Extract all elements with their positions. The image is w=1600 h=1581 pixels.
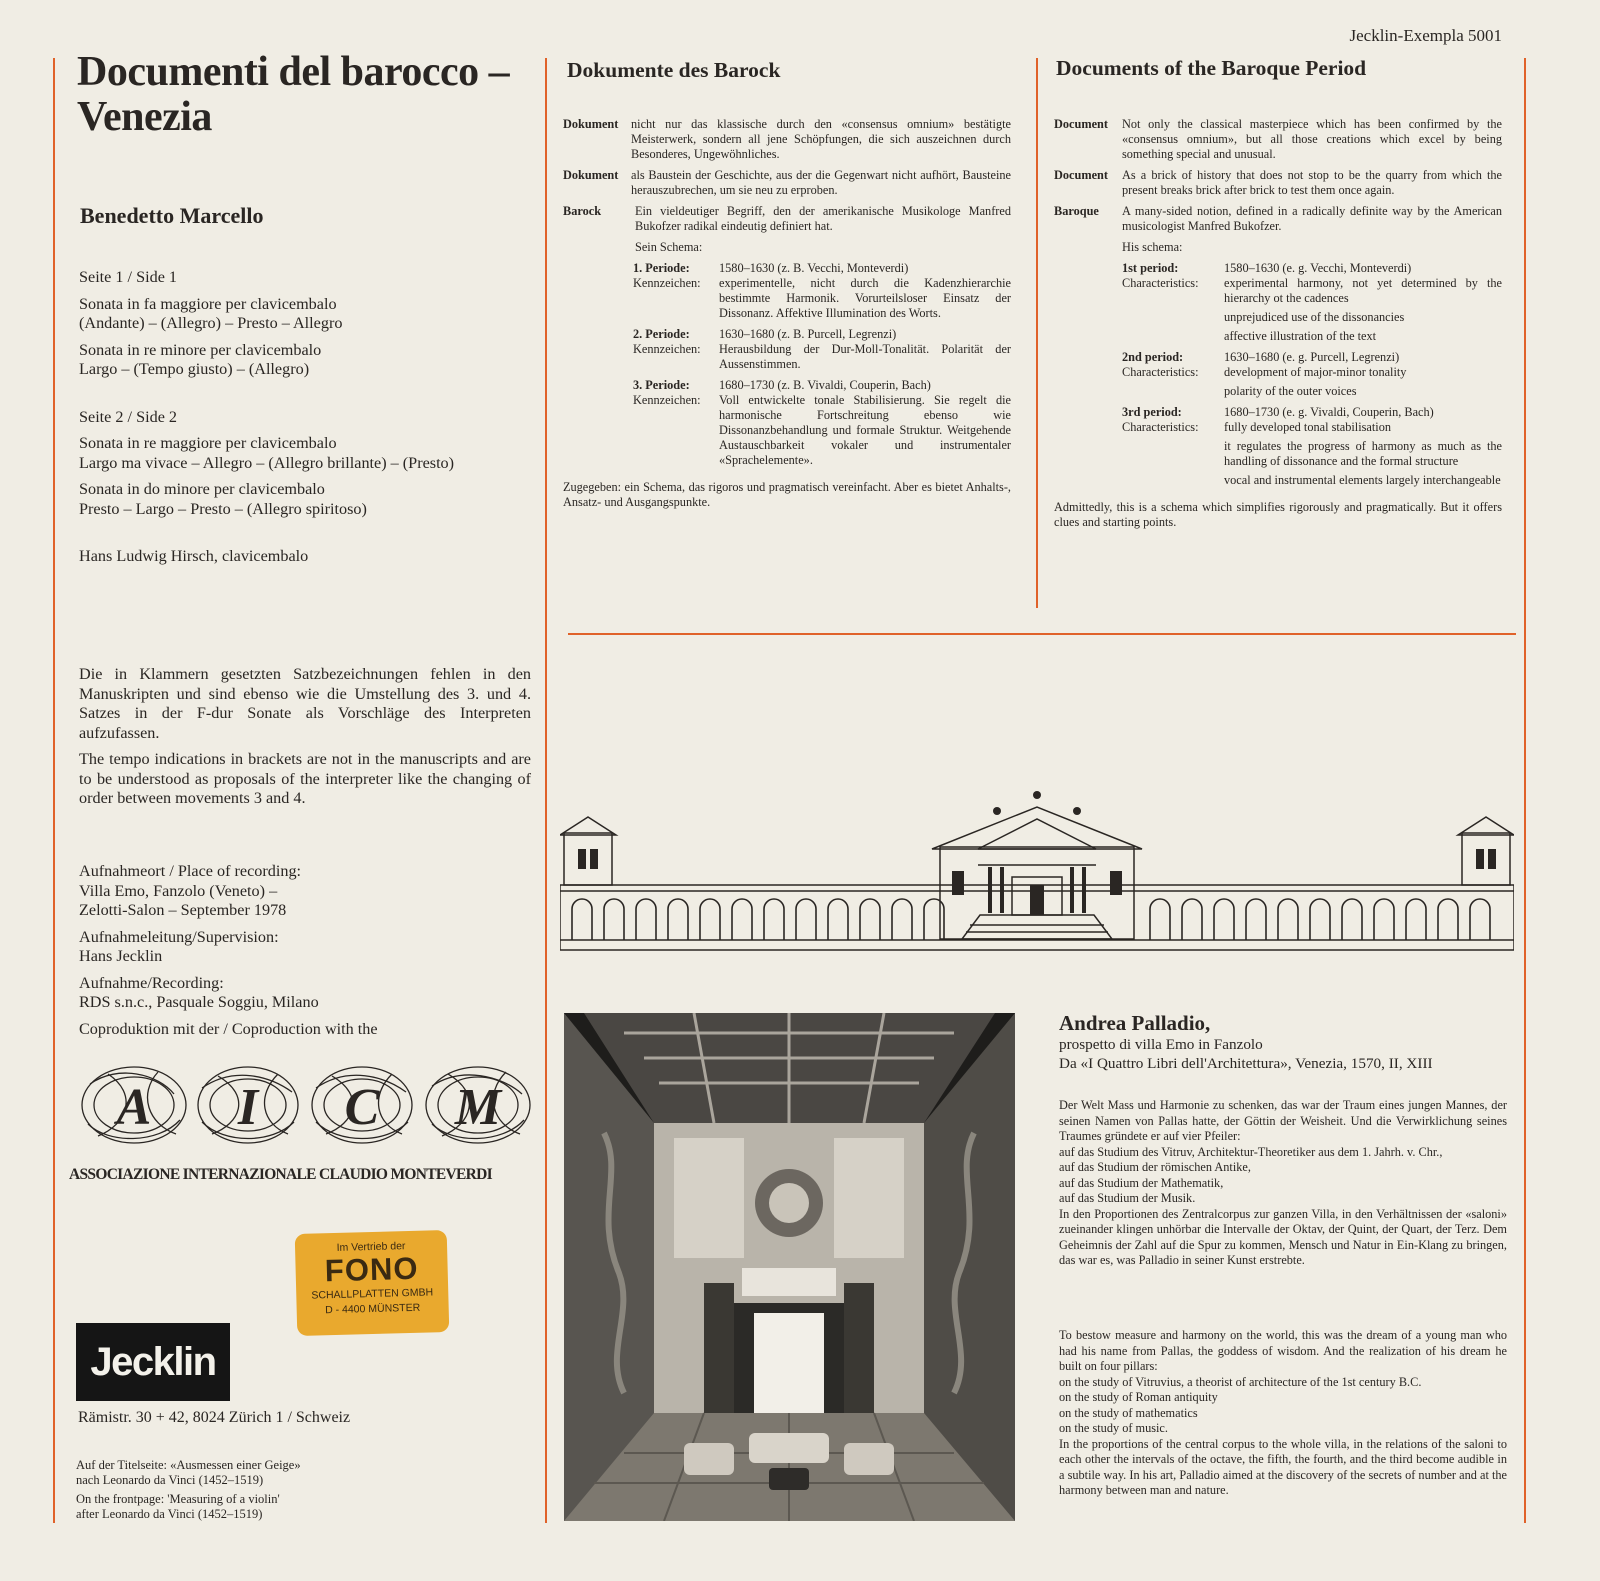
middle-column-rule: [545, 58, 547, 1523]
left-column-rule: [53, 58, 55, 1523]
label-address: Rämistr. 30 + 42, 8024 Zürich 1 / Schweiz: [78, 1409, 351, 1426]
side-heading: Seite 2 / Side 2: [79, 407, 178, 426]
catalog-number: Jecklin-Exempla 5001: [1349, 26, 1502, 45]
caption-paragraph: on the study of music.: [1059, 1421, 1168, 1435]
caption-german: [1059, 1098, 1507, 1269]
entry: Document Not only the classical masterpiece which has been confirmed by the «consensus omnium», but all those creations which excel by being something special and unusual.: [1054, 117, 1502, 161]
monogram-c: C: [344, 1079, 380, 1136]
english-heading: Documents of the Baroque Period: [1056, 56, 1367, 80]
note-en: The tempo indications in brackets are not in the manuscripts and are to be understood as proposals of the interpreter like the changing of order between movements 3 and 4.: [79, 750, 531, 807]
entry: Dokument als Baustein der Geschichte, aus der die Gegenwart nicht aufhört, Bausteine herauszubrechen, um sie neu zu erproben.: [563, 168, 1011, 197]
jecklin-label-logo: Jecklin: [76, 1323, 230, 1401]
caption-paragraph: Der Welt Mass und Harmonie zu schenken, das war der Traum eines jungen Mannes, der seinen Namen von Pallas hatte, der Göttin der Weisheit. Und die Verwirklichung seines Traumes gründete er auf vier Pfeiler:: [1059, 1098, 1507, 1143]
period: 1. Periode: Kennzeichen: 1580–1630 (z. B. Vecchi, Monteverdi) experimentelle, nicht durch die Kadenzhierarchie bestimmte Harmonik. Vorurteilsloser Einsatz der Dissonanz. Affektive Illumination des Worts.: [633, 261, 1011, 320]
supervision: Aufnahmeleitung/Supervision: Hans Jecklin: [79, 927, 279, 965]
work: Sonata in re minore per clavicembalo Largo – (Tempo giusto) – (Allegro): [79, 340, 322, 378]
caption-paragraph: auf das Studium der Mathematik,: [1059, 1175, 1224, 1190]
caption-line: prospetto di villa Emo in Fanzolo: [1059, 1036, 1263, 1053]
entry: Barock Ein vieldeutiger Begriff, den der amerikanische Musikologe Manfred Bukofzer radikal eindeutig definiert hat.: [563, 204, 1011, 233]
german-heading: Dokumente des Barock: [567, 58, 781, 82]
recording-info: [79, 862, 531, 1046]
work: Sonata in re maggiore per clavicembalo Largo ma vivace – Allegro – (Allegro brillante) – (Presto): [79, 434, 455, 472]
villa-emo-elevation-drawing: [560, 785, 1514, 965]
notes: [79, 665, 531, 816]
caption-paragraph: In den Proportionen des Zentralcorpus zur ganzen Villa, in den Verhältnissen der «saloni» zueinander klingen unhörbar die Intervalle der Oktav, der Quint, der Quart, der Terz. Dem Geheimnis der Zahl auf die Spur zu kommen, Mensch und Natur in Ein-Klang zu bringen, das war es, was Palladio in seiner Kunst erstrebte.: [1059, 1206, 1507, 1267]
performer: Hans Ludwig Hirsch, clavicembalo: [79, 547, 309, 565]
caption-line: Da «I Quattro Libri dell'Architettura», Venezia, 1570, II, XIII: [1059, 1054, 1433, 1072]
note-de: Die in Klammern gesetzten Satzbezeichnungen fehlen in den Manuskripten und sind ebenso wie die Umstellung des 3. und 4. Satzes in der F-dur Sonate als Vorschläge des Interpreten aufzufassen.: [79, 665, 531, 742]
far-right-rule: [1524, 58, 1526, 1523]
caption-title: Andrea Palladio,: [1059, 1011, 1211, 1035]
tracklist: [79, 268, 531, 574]
german-text: [563, 117, 1011, 510]
caption-paragraph: on the study of Roman antiquity: [1059, 1390, 1218, 1404]
period: 2. Periode: Kennzeichen: 1630–1680 (z. B. Purcell, Legrenzi) Herausbildung der Dur-Moll-Tonalität. Polarität der Aussenstimmen.: [633, 327, 1011, 371]
caption-paragraph: auf das Studium des Vitruv, Architektur-Theoretiker aus dem 1. Jahrh. v. Chr.,: [1059, 1144, 1443, 1159]
caption-paragraph: auf das Studium der Musik.: [1059, 1191, 1196, 1205]
period: 1st period: Characteristics: 1580–1630 (e. g. Vecchi, Monteverdi) experimental harmony, not yet determined by the hierarchy ot the cadences unprejudiced use of the dissonancies affective illustration of the text: [1122, 261, 1502, 343]
caption-paragraph: on the study of mathematics: [1059, 1405, 1198, 1420]
horizontal-divider: [568, 633, 1516, 635]
schema-intro: His schema:: [1122, 240, 1183, 254]
sticker-line1: Im Vertrieb der: [336, 1240, 406, 1254]
coproduction: Coproduktion mit der / Coproduction with the: [79, 1019, 378, 1038]
villa-interior-photo: [564, 1013, 1015, 1521]
album-title: Documenti del barocco – Venezia: [77, 49, 510, 140]
caption-paragraph: on the study of Vitruvius, a theorist of architecture of the 1st century B.C.: [1059, 1374, 1422, 1389]
sticker-line3: D - 4400 MÜNSTER: [324, 1301, 421, 1317]
aicm-name: ASSOCIAZIONE INTERNAZIONALE CLAUDIO MONTEVERDI: [69, 1166, 492, 1183]
monogram-i: I: [237, 1079, 259, 1136]
english-conclusion: Admittedly, this is a schema which simplifies rigorously and pragmatically. But it offers clues and starting points.: [1054, 500, 1502, 529]
caption-paragraph: To bestow measure and harmony on the world, this was the dream of a young man who had his name from Pallas, the goddess of wisdom. And the realization of his dream he built on four pillars:: [1059, 1328, 1507, 1373]
cover-credit-de: Auf der Titelseite: «Ausmessen einer Geige» nach Leonardo da Vinci (1452–1519): [76, 1458, 301, 1487]
cover-credits: [76, 1458, 376, 1526]
entry: Dokument nicht nur das klassische durch den «consensus omnium» bestätigte Meisterwerk, sondern all jene Schöpfungen, die sich auszeichnen durch Besonderes, Ungewöhnliches.: [563, 117, 1011, 161]
period: 3rd period: Characteristics: 1680–1730 (e. g. Vivaldi, Couperin, Bach) fully developed tonal stabilisation it regulates the progress of harmony as much as the handling of dissonance and the formal structure vocal and instrumental elements largely interchangeable: [1122, 405, 1502, 487]
right-column-rule: [1036, 58, 1038, 608]
recording-engineer: Aufnahme/Recording: RDS s.n.c., Pasquale Soggiu, Milano: [79, 973, 319, 1011]
caption-paragraph: In the proportions of the central corpus to the whole villa, in the relations of the saloni to each other the intervals of the octave, the fifth, the fourth, and the third become audible in a subtile way. In his art, Palladio aimed at the discovery of the secrets of number and at the harmony between man and nature.: [1059, 1436, 1507, 1497]
monogram-m: M: [454, 1079, 502, 1136]
sticker-brand: FONO: [324, 1250, 419, 1289]
period: 3. Periode: Kennzeichen: 1680–1730 (z. B. Vivaldi, Couperin, Bach) Voll entwickelte tonale Stabilisierung. Sie regelt die harmonische Fortschreitung ebenso wie Dissonanzbehandlung und formale Struktur. Weitgehende Austauschbarkeit vokaler und instrumentaler «Sprachelemente».: [633, 378, 1011, 467]
entry: Document As a brick of history that does not stop to be the quarry from which the present breaks brick after brick to test them once again.: [1054, 168, 1502, 197]
side-heading: Seite 1 / Side 1: [79, 268, 178, 286]
german-conclusion: Zugegeben: ein Schema, das rigoros und pragmatisch vereinfacht. Aber es bietet Anhalts-, Ansatz- und Ausgangspunkte.: [563, 480, 1011, 509]
side-1: [79, 268, 531, 380]
caption-paragraph: auf das Studium der römischen Antike,: [1059, 1160, 1251, 1174]
work: Sonata in do minore per clavicembalo Presto – Largo – Presto – (Allegro spiritoso): [79, 480, 367, 518]
caption-source: [1059, 1036, 1499, 1073]
aicm-monogram-logo: [76, 1064, 536, 1146]
schema-intro: Sein Schema:: [635, 240, 703, 254]
recording-place: Aufnahmeort / Place of recording: Villa Emo, Fanzolo (Veneto) – Zelotti-Salon – September 1978: [79, 862, 302, 919]
monogram-a: A: [116, 1079, 152, 1136]
side-2: [79, 408, 531, 520]
caption-english: [1059, 1328, 1507, 1499]
cover-credit-en: On the frontpage: 'Measuring of a violin' after Leonardo da Vinci (1452–1519): [76, 1492, 280, 1521]
entry: Baroque A many-sided notion, defined in a radically definite way by the American musicologist Manfred Bukofzer.: [1054, 204, 1502, 233]
english-text: [1054, 117, 1502, 530]
sticker-line2: SCHALLPLATTEN GMBH: [311, 1286, 434, 1302]
work: Sonata in fa maggiore per clavicembalo (Andante) – (Allegro) – Presto – Allegro: [79, 294, 343, 332]
composer: Benedetto Marcello: [80, 203, 264, 228]
period: 2nd period: Characteristics: 1630–1680 (e. g. Purcell, Legrenzi) development of major-minor tonality polarity of the outer voices: [1122, 350, 1407, 398]
distributor-sticker: [295, 1230, 450, 1336]
